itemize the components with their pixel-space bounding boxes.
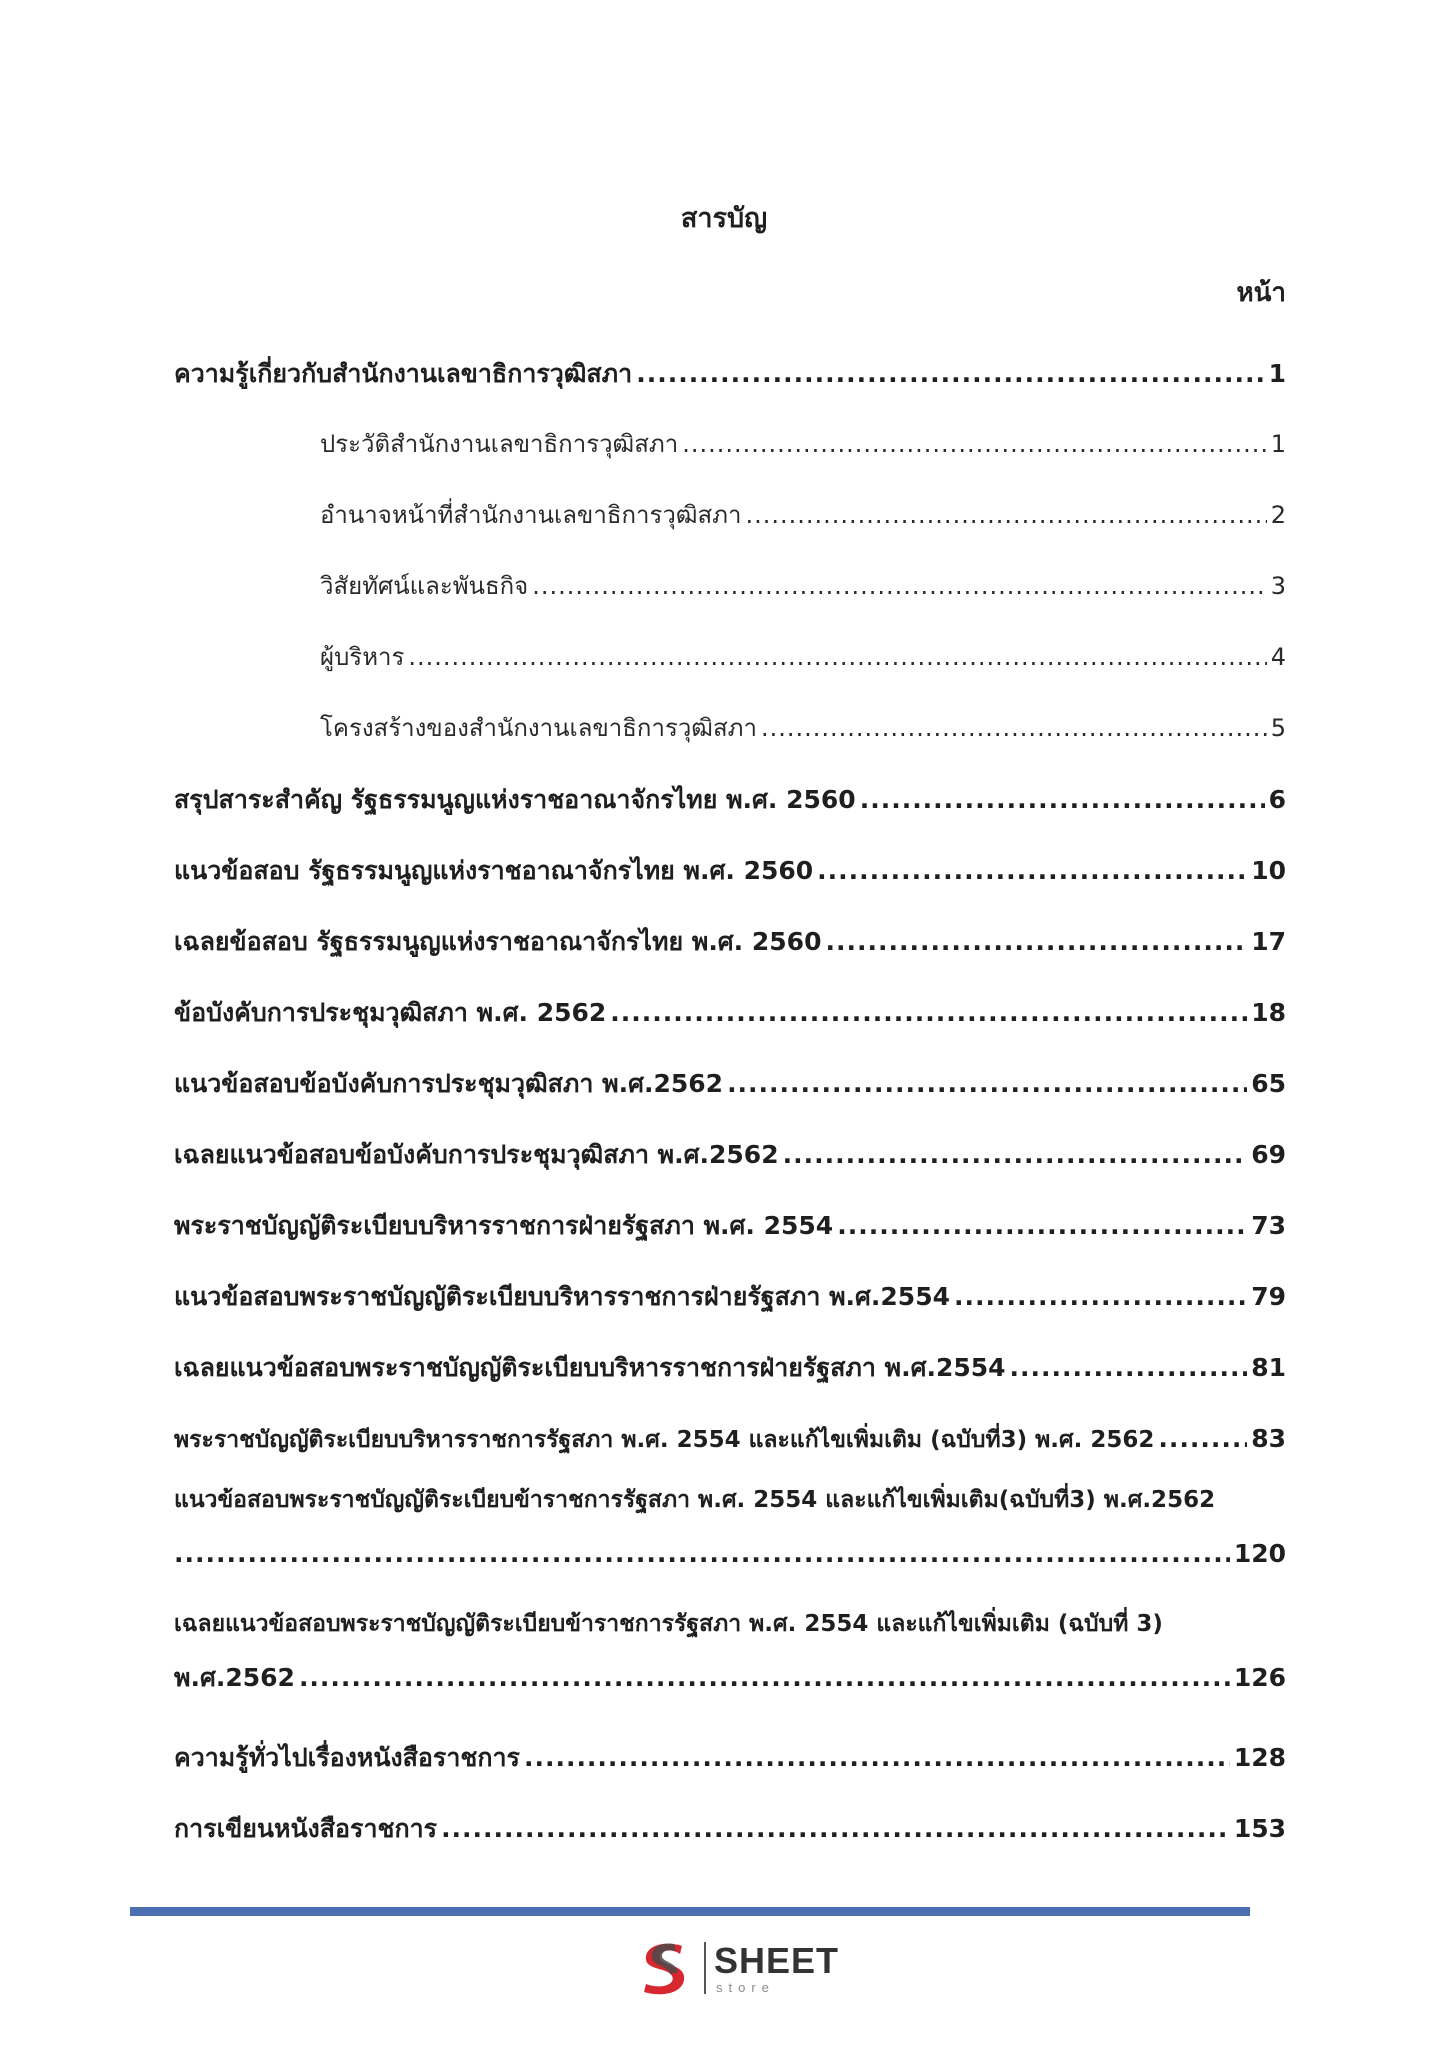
toc-entry[interactable] xyxy=(174,338,1286,409)
toc-entry[interactable] xyxy=(174,1793,1286,1864)
toc-entry-page: 120 xyxy=(1233,1539,1286,1568)
dot-leader xyxy=(299,1651,1230,1704)
toc-entry[interactable] xyxy=(174,1190,1286,1261)
dot-leader xyxy=(610,977,1247,1048)
toc-entry-page: 69 xyxy=(1251,1140,1286,1169)
toc-entry-label: เฉลยแนวข้อสอบพระราชบัญญัติระเบียบข้าราชการรัฐสภา พ.ศ. 2554 และแก้ไขเพิ่มเติม (ฉบับที่ 3) xyxy=(174,1611,1163,1637)
toc-entry[interactable] xyxy=(174,835,1286,906)
toc-entry-label: เฉลยข้อสอบ รัฐธรรมนูญแห่งราชอาณาจักรไทย พ.ศ. 2560 xyxy=(174,927,822,956)
toc-entry-label: แนวข้อสอบพระราชบัญญัติระเบียบบริหารราชการฝ่ายรัฐสภา พ.ศ.2554 xyxy=(174,1282,950,1311)
table-of-contents xyxy=(174,338,1286,1864)
dot-leader xyxy=(1158,1403,1247,1474)
toc-entry-label: ความรู้ทั่วไปเรื่องหนังสือราชการ xyxy=(174,1743,520,1772)
dot-leader xyxy=(408,622,1266,693)
dot-leader xyxy=(860,764,1265,835)
toc-subentry-label: ประวัติสำนักงานเลขาธิการวุฒิสภา xyxy=(320,430,679,458)
dot-leader xyxy=(817,835,1247,906)
dot-leader xyxy=(783,1119,1248,1190)
toc-subentry-page: 4 xyxy=(1270,643,1286,671)
logo-separator xyxy=(704,1942,706,1994)
toc-subentry-page: 3 xyxy=(1270,572,1286,600)
dot-leader xyxy=(727,1048,1247,1119)
footer-rule xyxy=(130,1907,1250,1916)
toc-entry-page: 128 xyxy=(1233,1743,1286,1772)
page-column-header: หน้า xyxy=(1236,278,1286,308)
toc-entry-label: พระราชบัญญัติระเบียบบริหารราชการรัฐสภา พ.ศ. 2554 และแก้ไขเพิ่มเติม (ฉบับที่3) พ.ศ. 2562 xyxy=(174,1427,1155,1453)
toc-entry[interactable] xyxy=(174,906,1286,977)
dot-leader xyxy=(532,551,1267,622)
toc-entry-page: 79 xyxy=(1251,1282,1286,1311)
toc-entry[interactable] xyxy=(174,764,1286,835)
toc-subentry[interactable] xyxy=(174,480,1286,551)
toc-entry[interactable] xyxy=(174,1722,1286,1793)
toc-entry-page: 65 xyxy=(1251,1069,1286,1098)
toc-entry-page: 126 xyxy=(1233,1663,1286,1692)
toc-subentry-page: 2 xyxy=(1270,501,1286,529)
toc-entry[interactable] xyxy=(174,1332,1286,1403)
toc-entry-page: 17 xyxy=(1251,927,1286,956)
toc-entry[interactable] xyxy=(174,1403,1286,1474)
dot-leader xyxy=(441,1793,1230,1864)
toc-entry[interactable] xyxy=(174,977,1286,1048)
toc-subentry[interactable] xyxy=(174,622,1286,693)
toc-entry-page: 73 xyxy=(1251,1211,1286,1240)
toc-entry-multiline[interactable] xyxy=(174,1598,1286,1722)
toc-entry-page: 1 xyxy=(1268,359,1286,388)
toc-entry-label: ข้อบังคับการประชุมวุฒิสภา พ.ศ. 2562 xyxy=(174,998,607,1027)
toc-entry-label: การเขียนหนังสือราชการ xyxy=(174,1814,438,1843)
toc-entry-label: แนวข้อสอบ รัฐธรรมนูญแห่งราชอาณาจักรไทย พ.ศ. 2560 xyxy=(174,856,814,885)
dot-leader xyxy=(837,1190,1247,1261)
toc-entry-label: เฉลยแนวข้อสอบพระราชบัญญัติระเบียบบริหารราชการฝ่ายรัฐสภา พ.ศ.2554 xyxy=(174,1353,1006,1382)
toc-subentry-label: ผู้บริหาร xyxy=(320,643,405,671)
toc-entry-page: 6 xyxy=(1268,785,1286,814)
toc-subentry[interactable] xyxy=(174,409,1286,480)
logo-s-icon xyxy=(634,1936,698,2000)
toc-entry[interactable] xyxy=(174,1119,1286,1190)
toc-entry-label: เฉลยแนวข้อสอบข้อบังคับการประชุมวุฒิสภา พ.ศ.2562 xyxy=(174,1140,779,1169)
dot-leader xyxy=(825,906,1247,977)
dot-leader xyxy=(761,693,1267,764)
toc-entry-page: 18 xyxy=(1251,998,1286,1027)
dot-leader xyxy=(682,409,1267,480)
toc-entry-page: 81 xyxy=(1251,1353,1286,1382)
toc-entry-label: สรุปสาระสำคัญ รัฐธรรมนูญแห่งราชอาณาจักรไทย พ.ศ. 2560 xyxy=(174,785,856,814)
toc-subentry-page: 5 xyxy=(1270,714,1286,742)
dot-leader xyxy=(174,1527,1230,1580)
toc-entry-page: 153 xyxy=(1233,1814,1286,1843)
toc-entry-label: แนวข้อสอบข้อบังคับการประชุมวุฒิสภา พ.ศ.2562 xyxy=(174,1069,724,1098)
toc-subentry-label: โครงสร้างของสำนักงานเลขาธิการวุฒิสภา xyxy=(320,714,757,742)
toc-entry[interactable] xyxy=(174,1048,1286,1119)
sheet-store-logo xyxy=(634,1936,844,2000)
toc-entry-page: 10 xyxy=(1251,856,1286,885)
toc-entry-label: แนวข้อสอบพระราชบัญญัติระเบียบข้าราชการรัฐสภา พ.ศ. 2554 และแก้ไขเพิ่มเติม(ฉบับที่3) พ.ศ.2562 xyxy=(174,1487,1216,1513)
dot-leader xyxy=(745,480,1266,551)
page-title: สารบัญ xyxy=(680,203,768,234)
toc-entry-label-continued: พ.ศ.2562 xyxy=(174,1663,295,1692)
dot-leader xyxy=(954,1261,1247,1332)
dot-leader xyxy=(636,338,1264,409)
toc-entry[interactable] xyxy=(174,1261,1286,1332)
dot-leader xyxy=(1010,1332,1248,1403)
toc-subentry-page: 1 xyxy=(1270,430,1286,458)
toc-subentry[interactable] xyxy=(174,551,1286,622)
toc-subentry-label: อำนาจหน้าที่สำนักงานเลขาธิการวุฒิสภา xyxy=(320,501,742,529)
logo-brand-text: SHEET xyxy=(714,1940,840,1981)
toc-subentry-label: วิสัยทัศน์และพันธกิจ xyxy=(320,572,529,600)
toc-entry-label: พระราชบัญญัติระเบียบบริหารราชการฝ่ายรัฐสภา พ.ศ. 2554 xyxy=(174,1211,834,1240)
toc-entry-multiline[interactable] xyxy=(174,1474,1286,1598)
dot-leader xyxy=(524,1722,1230,1793)
logo-sub-text: store xyxy=(716,1980,775,1995)
toc-entry-label: ความรู้เกี่ยวกับสำนักงานเลขาธิการวุฒิสภา xyxy=(174,359,633,388)
toc-subentry[interactable] xyxy=(174,693,1286,764)
toc-entry-page: 83 xyxy=(1251,1424,1286,1453)
